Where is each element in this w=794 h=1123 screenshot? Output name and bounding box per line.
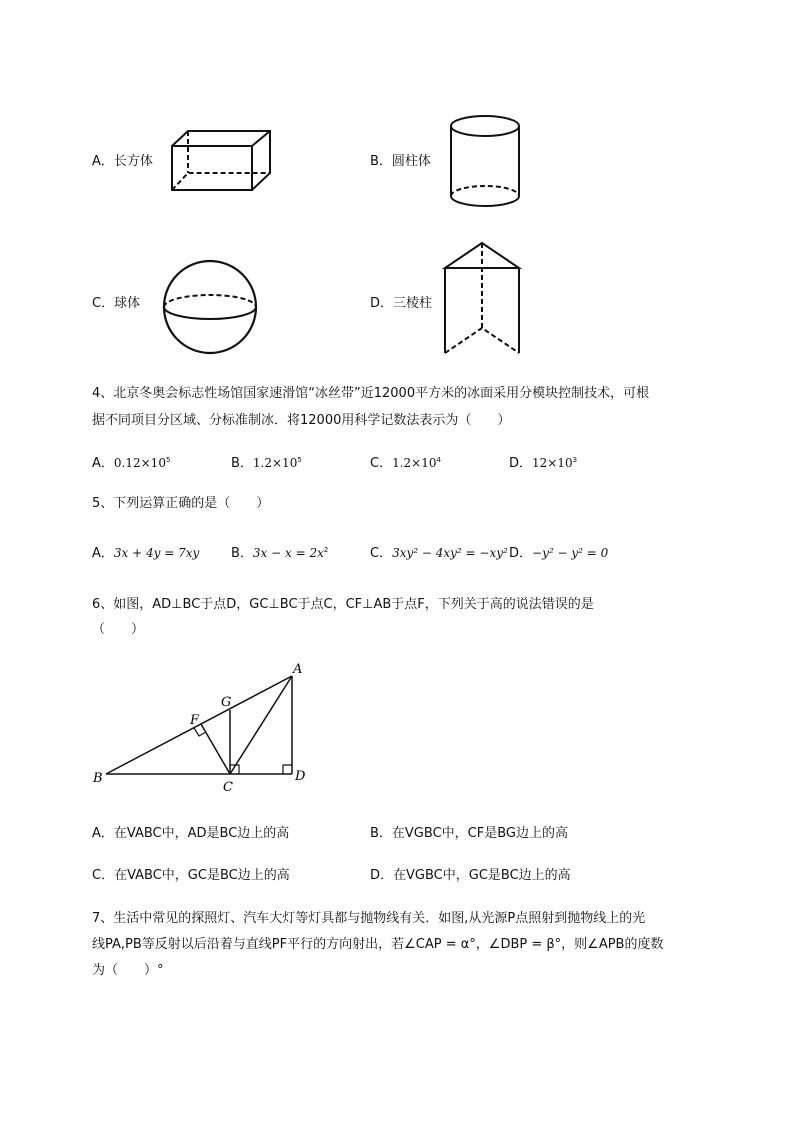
q5-stem: 5、下列运算正确的是（ ） — [92, 496, 270, 511]
q4-option-c-base: 1.2×10 — [392, 456, 437, 470]
sphere-figure — [162, 258, 258, 356]
q4-option-b-exp: 5 — [297, 456, 302, 464]
option-c-sphere-label: C．球体 — [92, 296, 141, 311]
q6-option-d: D．在VGBC中，GC是BC边上的高 — [370, 868, 571, 883]
q6-stem-line1: 6、如图，AD⊥BC于点D，GC⊥BC于点C，CF⊥AB于点F，下列关于高的说法错误的是 — [92, 597, 594, 612]
q4-option-d-prefix: D． — [509, 456, 533, 471]
q6-stem-line2: （ ） — [92, 622, 145, 637]
label-G: G — [221, 695, 232, 710]
option-b-cylinder-label: B．圆柱体 — [370, 154, 431, 169]
q5-option-c-prefix: C． — [370, 546, 393, 561]
q5-option-d — [509, 542, 608, 561]
q4-option-a-exp: 5 — [165, 456, 171, 464]
q4-stem-line2: 据不同项目分区域、分标准制冰．将12000用科学记数法表示为（ ） — [92, 413, 511, 428]
q7-line3: 为（ ）° — [92, 963, 164, 978]
q6-option-b: B．在VGBC中，CF是BG边上的高 — [370, 826, 568, 841]
q5-option-b-expr: 3x − x = 2x — [252, 546, 324, 560]
q5-option-d-prefix: D． — [509, 546, 533, 561]
q4-option-b-base: 1.2×10 — [252, 456, 298, 470]
cuboid-figure — [170, 128, 275, 193]
label-B: B — [93, 771, 103, 786]
q4-stem-line1: 4、北京冬奥会标志性场馆国家速滑馆“冰丝带”近12000平方米的冰面采用分模块控制技术，可根 — [92, 386, 650, 401]
label-C: C — [223, 780, 233, 795]
option-d-prism-label: D．三棱柱 — [370, 296, 433, 311]
q5-option-b — [231, 542, 328, 561]
segment-CF — [201, 724, 230, 774]
q5-option-d-expr: −y² − y² = 0 — [532, 546, 609, 560]
label-D: D — [295, 769, 306, 784]
q5-option-b-prefix: B． — [231, 546, 253, 561]
q4-option-c — [370, 452, 441, 471]
q7-line1: 7、生活中常见的探照灯、汽车大灯等灯具都与抛物线有关．如图,从光源P点照射到抛物线上的光 — [92, 911, 646, 926]
option-a-cuboid-label: A．长方体 — [92, 154, 153, 169]
q4-option-c-prefix: C． — [370, 456, 393, 471]
triangular-prism-figure — [442, 240, 522, 358]
label-A: A — [293, 662, 303, 677]
q4-option-d-exp: 3 — [572, 456, 578, 464]
q5-option-a-expr: 3x + 4y = 7xy — [113, 546, 200, 560]
q5-option-c-expr: 3xy² − 4xy² = −xy² — [392, 546, 508, 560]
q4-option-b-prefix: B． — [231, 456, 253, 471]
q5-option-a — [92, 542, 199, 561]
q5-option-c — [370, 542, 508, 561]
q4-option-a-prefix: A． — [92, 456, 114, 471]
q6-triangle-figure — [90, 660, 320, 795]
q4-option-b — [231, 452, 302, 471]
q4-option-c-exp: 4 — [436, 456, 441, 464]
q5-option-a-prefix: A． — [92, 546, 114, 561]
q4-option-d-base: 12×10 — [532, 456, 573, 470]
q4-option-a — [92, 452, 170, 471]
q7-line2: 线PA,PB等反射以后沿着与直线PF平行的方向射出，若∠CAP = α°，∠DBP = β°，则∠APB的度数 — [92, 937, 664, 952]
right-angle-D — [283, 765, 292, 774]
label-F: F — [190, 713, 200, 728]
q4-option-d — [509, 452, 577, 471]
q4-option-a-base: 0.12×10 — [113, 456, 166, 470]
q5-option-b-exp: 2 — [323, 546, 329, 554]
segment-AC — [230, 676, 292, 774]
q6-option-a: A．在VABC中，AD是BC边上的高 — [92, 826, 290, 841]
q6-option-c: C．在VABC中，GC是BC边上的高 — [92, 868, 290, 883]
cylinder-figure — [448, 112, 523, 212]
